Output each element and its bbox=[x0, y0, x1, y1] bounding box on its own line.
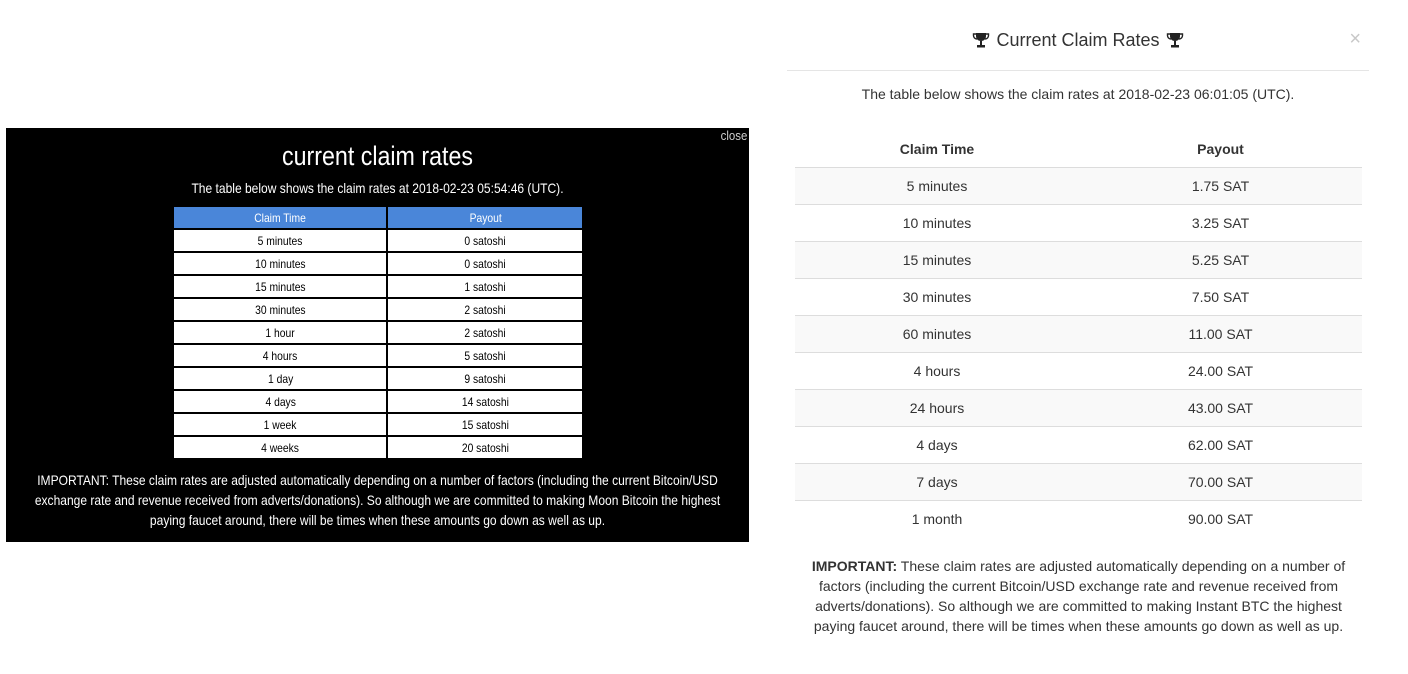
left-close-link[interactable]: close bbox=[720, 128, 747, 143]
right-payout-cell: 7.50 SAT bbox=[1079, 279, 1362, 316]
left-claim-time-cell: 30 minutes bbox=[174, 299, 386, 320]
right-claim-time-cell: 15 minutes bbox=[795, 242, 1079, 279]
left-claim-time-cell: 1 day bbox=[174, 368, 386, 389]
right-payout-cell: 11.00 SAT bbox=[1079, 316, 1362, 353]
right-close-button[interactable]: × bbox=[1349, 28, 1361, 50]
right-col-claim-time: Claim Time bbox=[795, 130, 1079, 168]
left-claim-rates-modal bbox=[6, 128, 749, 542]
right-payout-cell: 62.00 SAT bbox=[1079, 427, 1362, 464]
trophy-icon bbox=[972, 31, 990, 49]
right-table-row bbox=[795, 353, 1362, 390]
left-modal-subtitle: The table below shows the claim rates at 2018-02-23 05:54:46 (UTC). bbox=[191, 180, 564, 196]
left-table-row bbox=[174, 230, 582, 251]
right-payout-cell: 5.25 SAT bbox=[1079, 242, 1362, 279]
right-claim-rates-modal bbox=[787, 0, 1369, 674]
right-payout-cell: 43.00 SAT bbox=[1079, 390, 1362, 427]
right-claim-time-cell: 24 hours bbox=[795, 390, 1079, 427]
left-claim-time-cell: 1 week bbox=[174, 414, 386, 435]
right-important-text: These claim rates are adjusted automatically depending on a number of factors (including the current Bitcoin/USD exchange rate and revenue received from adverts/donations). So although we are committed to making Instant BTC the highest paying faucet around, there will be times when these amounts go down as well as up. bbox=[813, 558, 1346, 634]
left-payout-cell: 0 satoshi bbox=[388, 253, 582, 274]
right-important-note bbox=[795, 556, 1362, 636]
left-claim-time-cell: 4 weeks bbox=[174, 437, 386, 458]
right-claim-time-cell: 4 hours bbox=[795, 353, 1079, 390]
right-claim-time-cell: 5 minutes bbox=[795, 168, 1079, 205]
right-claim-time-cell: 7 days bbox=[795, 464, 1079, 501]
right-table-row bbox=[795, 205, 1362, 242]
left-table-row bbox=[174, 345, 582, 366]
left-important-note: IMPORTANT: These claim rates are adjusted automatically depending on a number of factors (including the current Bitcoin/USD exchange rate and revenue received from adverts/donations). So although we are committed to making Moon Bitcoin the highest paying faucet around, there will be times when these amounts go down as well as up. bbox=[34, 472, 721, 528]
left-modal-title: current claim rates bbox=[281, 141, 473, 171]
left-col-payout: Payout bbox=[388, 207, 582, 228]
left-claim-time-cell: 10 minutes bbox=[174, 253, 386, 274]
left-payout-cell: 5 satoshi bbox=[388, 345, 582, 366]
left-table-row bbox=[174, 299, 582, 320]
right-claim-time-cell: 10 minutes bbox=[795, 205, 1079, 242]
trophy-icon bbox=[1166, 31, 1184, 49]
left-payout-cell: 14 satoshi bbox=[388, 391, 582, 412]
left-table-row bbox=[174, 437, 582, 458]
left-table-row bbox=[174, 276, 582, 297]
left-payout-cell: 2 satoshi bbox=[388, 299, 582, 320]
left-table-row bbox=[174, 391, 582, 412]
right-claim-time-cell: 1 month bbox=[795, 501, 1079, 538]
left-table-row bbox=[174, 368, 582, 389]
right-modal-header bbox=[787, 24, 1369, 71]
left-payout-cell: 15 satoshi bbox=[388, 414, 582, 435]
right-payout-cell: 24.00 SAT bbox=[1079, 353, 1362, 390]
right-table-row bbox=[795, 279, 1362, 316]
right-payout-cell: 3.25 SAT bbox=[1079, 205, 1362, 242]
left-table-row bbox=[174, 253, 582, 274]
right-important-label: IMPORTANT: bbox=[811, 558, 898, 574]
right-table-row bbox=[795, 464, 1362, 501]
left-payout-cell: 0 satoshi bbox=[388, 230, 582, 251]
left-claim-time-cell: 1 hour bbox=[174, 322, 386, 343]
left-table-row bbox=[174, 414, 582, 435]
left-claim-rates-table bbox=[172, 205, 584, 460]
left-claim-time-cell: 4 hours bbox=[174, 345, 386, 366]
left-col-claim-time: Claim Time bbox=[174, 207, 386, 228]
right-col-payout: Payout bbox=[1079, 130, 1362, 168]
left-payout-cell: 1 satoshi bbox=[388, 276, 582, 297]
right-claim-time-cell: 30 minutes bbox=[795, 279, 1079, 316]
right-modal-title: Current Claim Rates bbox=[787, 30, 1369, 51]
left-payout-cell: 9 satoshi bbox=[388, 368, 582, 389]
right-claim-time-cell: 60 minutes bbox=[795, 316, 1079, 353]
left-claim-time-cell: 15 minutes bbox=[174, 276, 386, 297]
right-table-row bbox=[795, 427, 1362, 464]
right-payout-cell: 1.75 SAT bbox=[1079, 168, 1362, 205]
right-claim-time-cell: 4 days bbox=[795, 427, 1079, 464]
left-claim-time-cell: 5 minutes bbox=[174, 230, 386, 251]
right-payout-cell: 90.00 SAT bbox=[1079, 501, 1362, 538]
left-claim-time-cell: 4 days bbox=[174, 391, 386, 412]
right-table-row bbox=[795, 316, 1362, 353]
right-table-row bbox=[795, 242, 1362, 279]
left-payout-cell: 20 satoshi bbox=[388, 437, 582, 458]
left-table-row bbox=[174, 322, 582, 343]
right-table-row bbox=[795, 390, 1362, 427]
right-modal-subtitle: The table below shows the claim rates at 2018-02-23 06:01:05 (UTC). bbox=[861, 86, 1295, 102]
right-claim-rates-table bbox=[795, 130, 1362, 537]
left-payout-cell: 2 satoshi bbox=[388, 322, 582, 343]
right-table-row bbox=[795, 168, 1362, 205]
right-payout-cell: 70.00 SAT bbox=[1079, 464, 1362, 501]
right-table-row bbox=[795, 501, 1362, 538]
